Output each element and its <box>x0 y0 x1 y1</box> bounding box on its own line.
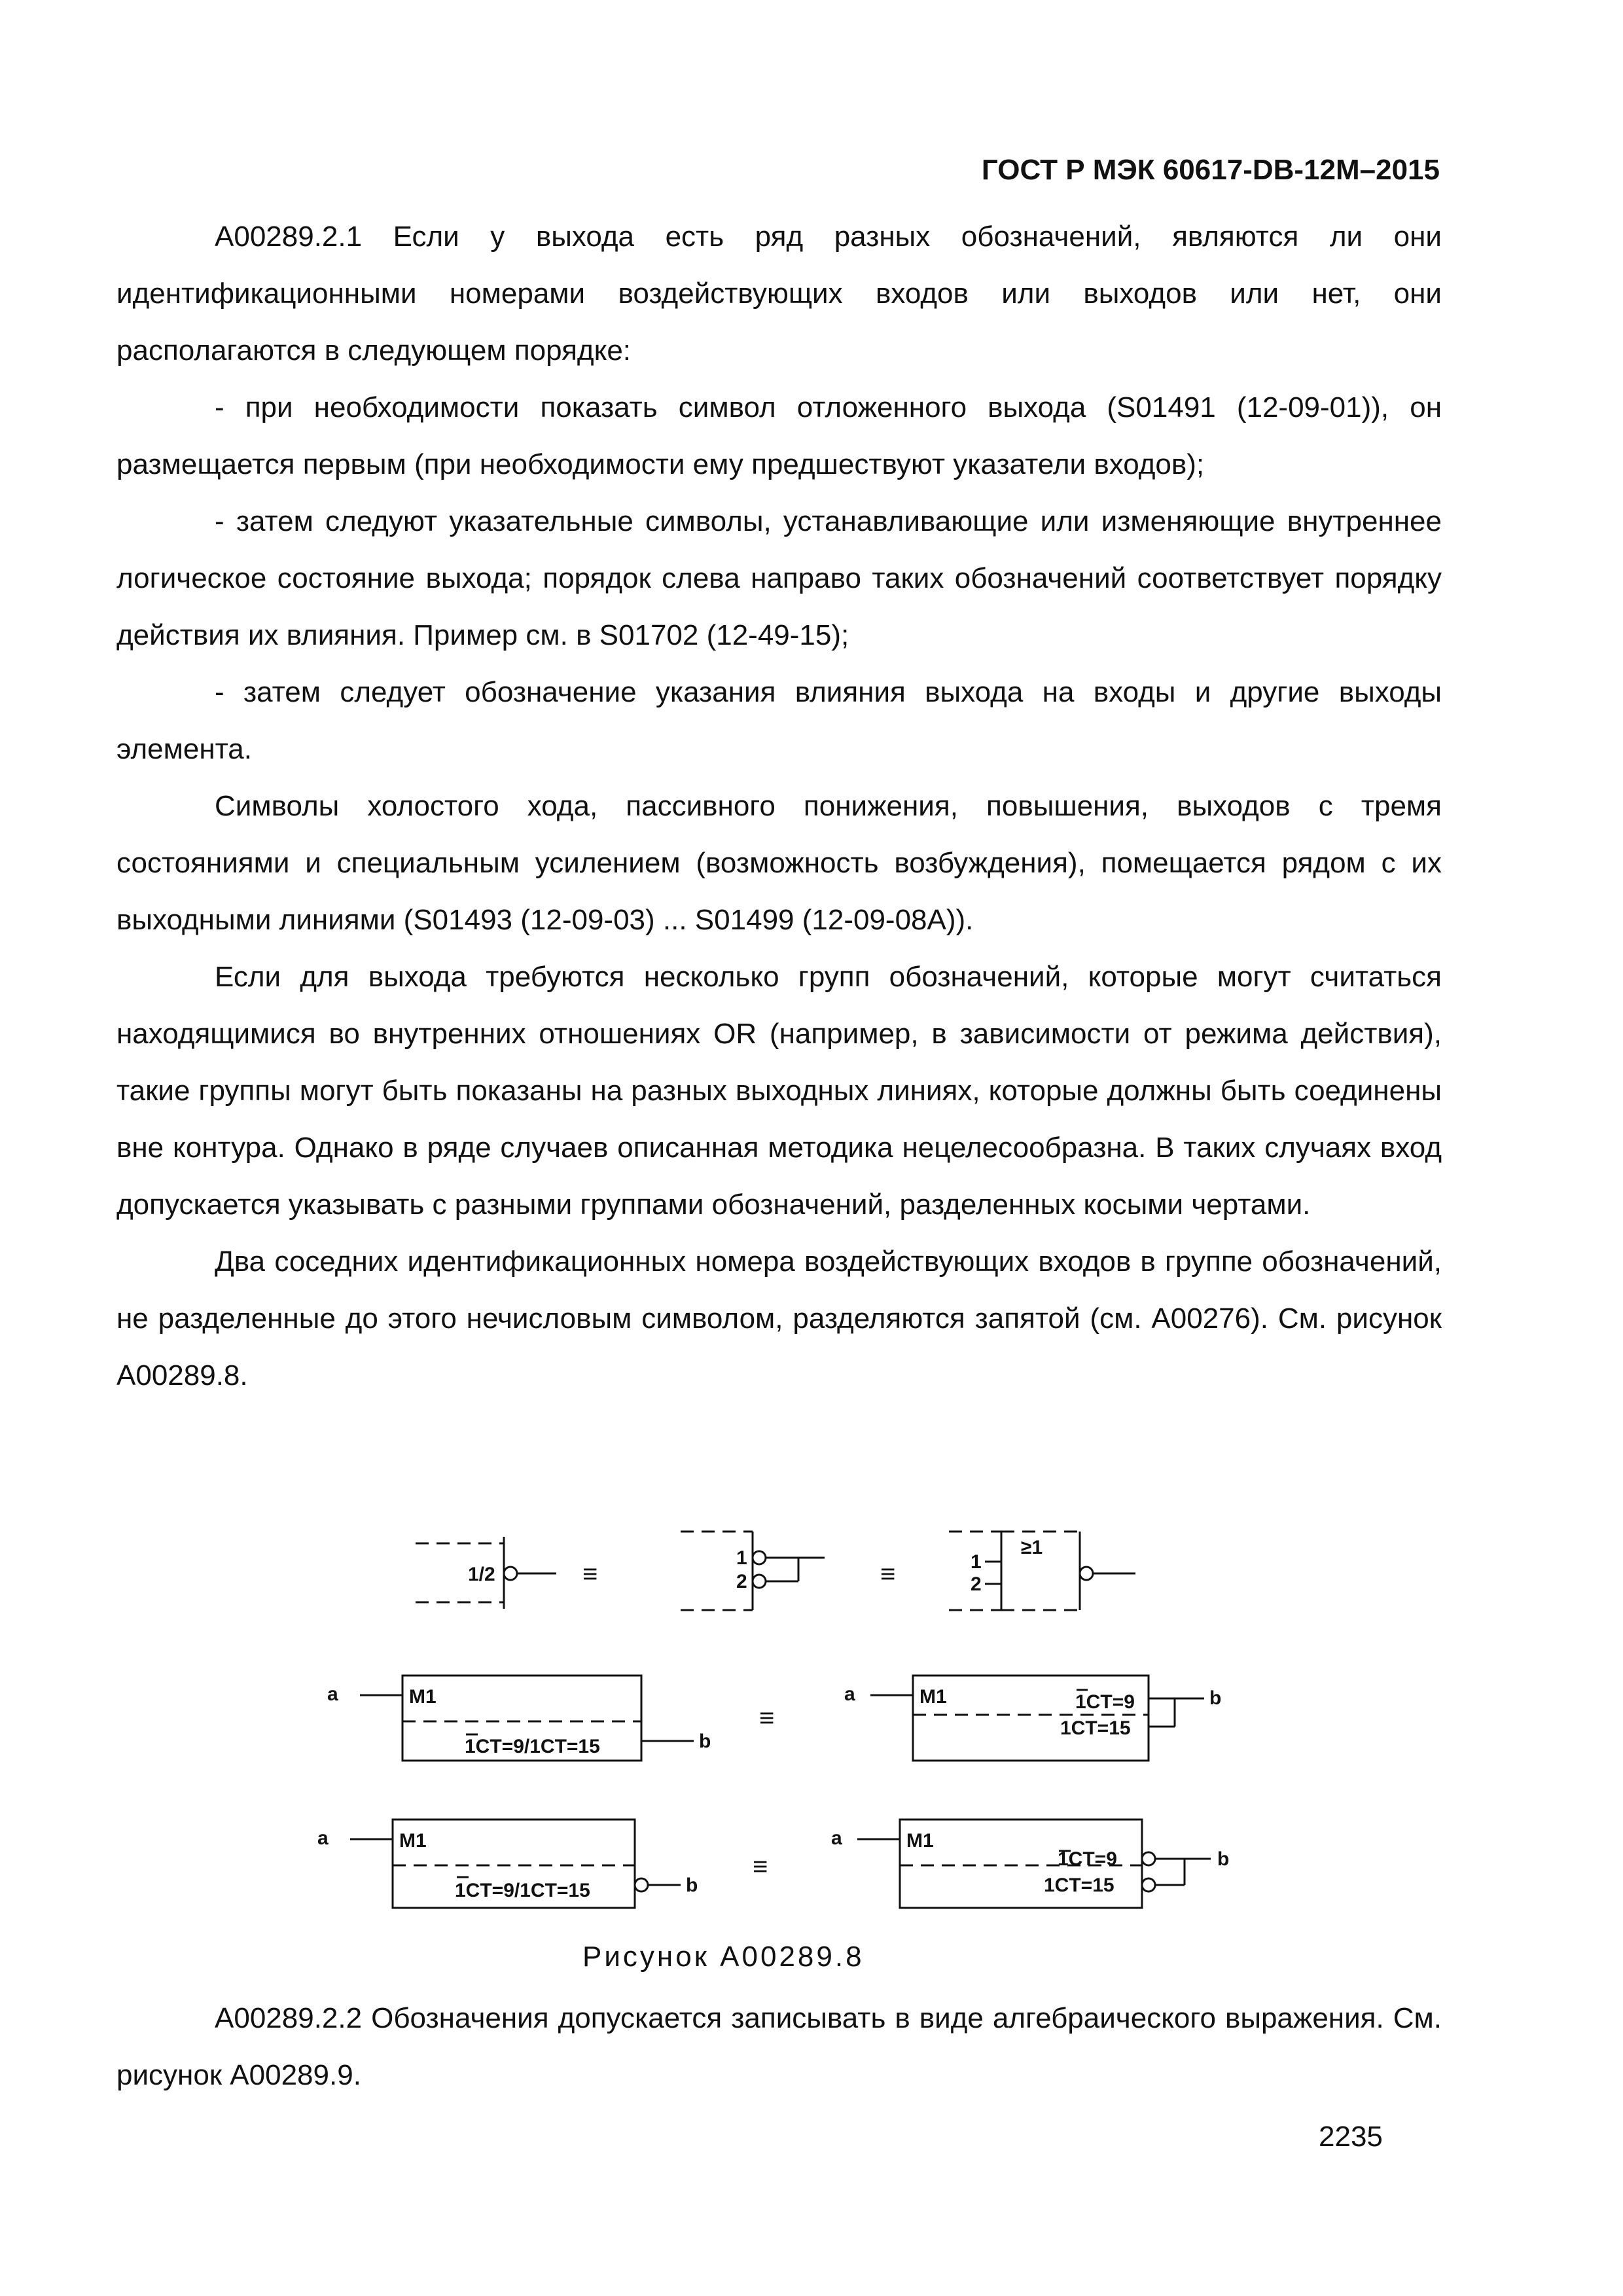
m1-label: M1 <box>906 1830 934 1852</box>
equiv-symbol: ≡ <box>759 1704 775 1732</box>
ct15-label: 1CT=15 <box>1060 1717 1131 1739</box>
m1-label: M1 <box>409 1686 437 1708</box>
ct9-label: 1CT=9 <box>1075 1691 1135 1713</box>
input-a-label: a <box>317 1827 329 1849</box>
figure-a00289-8 <box>288 1518 1335 1937</box>
ct9-label: 1CT=9 <box>1058 1848 1117 1870</box>
output-b-label: b <box>699 1731 711 1752</box>
paragraph: А00289.2.2 Обозначения допускается записывать в виде алгебраического выражения. См. рисунок А00289.9. <box>116 2002 1442 2091</box>
m1-label: M1 <box>399 1830 427 1852</box>
output-b-label: b <box>1217 1848 1230 1870</box>
paragraph: А00289.2.1 Если у выхода есть ряд разных обозначений, являются ли они идентификационными номерами воздействующих входов или выходов или нет, они располагаются в следующем порядке: <box>116 221 1442 367</box>
input-label-1: 1 <box>736 1547 747 1569</box>
paragraph: - при необходимости показать символ отложенного выхода (S01491 (12-09-01)), он размещается первым (при необходимости ему предшествуют указатели входов); <box>116 391 1442 480</box>
input-label-2: 2 <box>971 1573 982 1595</box>
equiv-symbol: ≡ <box>880 1560 896 1588</box>
label-1-2: 1/2 <box>468 1564 495 1585</box>
logic-diagram <box>288 1518 1335 1937</box>
or-function-label: ≥1 <box>1021 1537 1043 1558</box>
output-b-label: b <box>686 1874 698 1896</box>
document-header: ГОСТ Р МЭК 60617-DB-12M–2015 <box>981 154 1440 186</box>
paragraph: Если для выхода требуются несколько групп обозначений, которые могут считаться находящимися во внутренних отношениях OR (например, в зависимости от режима действия), такие группы могут быть показаны на разных выходных линиях, которые должны быть соединены вне контура. Однако в ряде случаев описанная методика нецелесообразна. В таких случаях вход допускается указывать с разными группами обозначений, разделенных косыми чертами. <box>116 961 1442 1221</box>
paragraph: Символы холостого хода, пассивного понижения, повышения, выходов с тремя состояниями и специальным усилением (возможность возбуждения), помещается рядом с их выходными линиями (S01493 (12-09-03) ... S01499 (12-09-08A)). <box>116 790 1442 936</box>
input-label-2: 2 <box>736 1571 747 1592</box>
ct15-label: 1CT=15 <box>1044 1874 1115 1896</box>
paragraph: - затем следуют указательные символы, устанавливающие или изменяющие внутреннее логическое состояние выхода; порядок слева направо таких обозначений соответствует порядку действия их влияния. Пример см. в S01702 (12-49-15); <box>116 505 1442 651</box>
body-text <box>116 208 1442 1404</box>
paragraph: Два соседних идентификационных номера воздействующих входов в группе обозначений, не разделенные до этого нечисловым символом, разделяются запятой (см. А00276). См. рисунок А00289.8. <box>116 1246 1442 1391</box>
combined-output-label: 1CT=9/1CT=15 <box>465 1736 600 1757</box>
page-number: 2235 <box>1319 2121 1383 2153</box>
input-a-label: a <box>831 1827 842 1849</box>
input-label-1: 1 <box>971 1551 982 1573</box>
paragraph: - затем следует обозначение указания влияния выхода на входы и другие выходы элемента. <box>116 676 1442 765</box>
input-a-label: a <box>327 1683 338 1705</box>
figure-caption: Рисунок А00289.8 <box>582 1941 865 1973</box>
combined-output-label: 1CT=9/1CT=15 <box>455 1880 590 1901</box>
equiv-symbol: ≡ <box>753 1852 768 1881</box>
input-a-label: a <box>844 1683 855 1705</box>
equiv-symbol: ≡ <box>582 1560 598 1588</box>
body-text-after <box>116 1990 1442 2104</box>
m1-label: M1 <box>919 1686 947 1708</box>
output-b-label: b <box>1209 1687 1222 1709</box>
